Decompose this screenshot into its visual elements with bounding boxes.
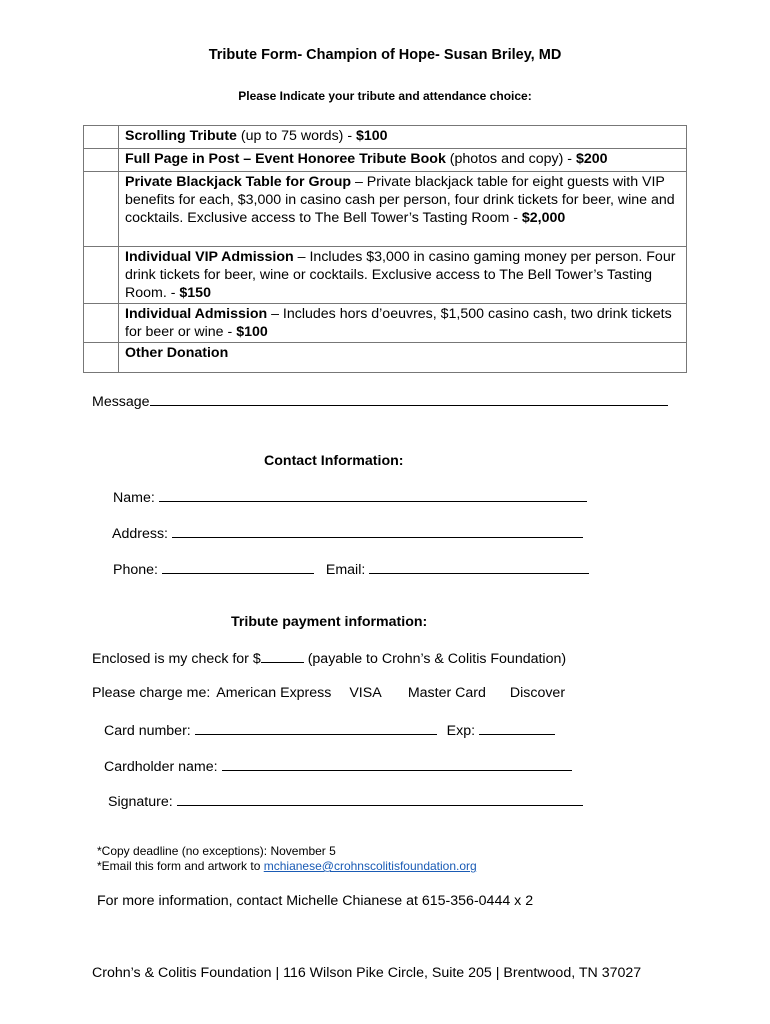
address-field bbox=[112, 524, 583, 542]
card-option-amex[interactable]: American Express bbox=[216, 685, 332, 701]
email-instruction bbox=[97, 859, 477, 873]
address-label: Address: bbox=[112, 526, 168, 542]
form-title: Tribute Form- Champion of Hope- Susan Briley, MD bbox=[208, 47, 562, 63]
option-price: $2,000 bbox=[521, 210, 566, 226]
option-row bbox=[84, 172, 687, 247]
contact-heading: Contact Information: bbox=[264, 453, 404, 469]
email-label: Email: bbox=[325, 562, 366, 578]
charge-options bbox=[92, 685, 565, 701]
option-checkbox-individual-admission[interactable] bbox=[84, 304, 119, 343]
check-suffix: (payable to Crohn’s & Colitis Foundation) bbox=[303, 651, 567, 667]
option-detail: – Includes hors d’oeuvres, $1,500 casino cash, two drink tickets for beer or wine - bbox=[125, 306, 672, 340]
signature-label: Signature: bbox=[108, 794, 173, 810]
option-description bbox=[119, 126, 687, 149]
name-input[interactable] bbox=[159, 488, 587, 502]
option-price: $100 bbox=[356, 128, 388, 144]
name-label: Name: bbox=[113, 490, 155, 506]
cardholder-input[interactable] bbox=[222, 757, 572, 771]
option-checkbox-full-page[interactable] bbox=[84, 149, 119, 172]
option-detail: – Includes $3,000 in casino gaming money per person. Four drink tickets for beer, wine or cocktails. Exclusive access to The Bell Tower’s Tasting Room. - bbox=[125, 249, 676, 301]
option-description bbox=[119, 343, 687, 373]
option-checkbox-other-donation[interactable] bbox=[84, 343, 119, 373]
card-option-discover[interactable]: Discover bbox=[509, 685, 566, 701]
option-row bbox=[84, 304, 687, 343]
exp-label: Exp: bbox=[446, 723, 476, 739]
option-row bbox=[84, 149, 687, 172]
check-field bbox=[92, 649, 566, 667]
option-name: Individual Admission bbox=[125, 306, 268, 322]
card-option-mastercard[interactable]: Master Card bbox=[407, 685, 486, 701]
option-name: Private Blackjack Table for Group bbox=[125, 174, 352, 190]
tribute-options-table bbox=[83, 125, 687, 373]
phone-input[interactable] bbox=[162, 560, 314, 574]
option-row bbox=[84, 126, 687, 149]
signature-input[interactable] bbox=[177, 792, 583, 806]
card-number-input[interactable] bbox=[195, 721, 437, 735]
option-detail: (up to 75 words) - bbox=[236, 128, 357, 144]
option-price: $150 bbox=[179, 285, 211, 301]
cardholder-field bbox=[104, 757, 572, 775]
option-row bbox=[84, 343, 687, 373]
option-name: Individual VIP Admission bbox=[125, 249, 294, 265]
footer-address: Crohn’s & Colitis Foundation | 116 Wilson Pike Circle, Suite 205 | Brentwood, TN 37027 bbox=[92, 965, 642, 981]
payment-heading: Tribute payment information: bbox=[231, 614, 428, 630]
card-number-field bbox=[104, 721, 555, 739]
option-description bbox=[119, 247, 687, 304]
exp-input[interactable] bbox=[479, 721, 555, 735]
option-name: Other Donation bbox=[125, 345, 229, 361]
option-price: $200 bbox=[575, 151, 608, 167]
option-row bbox=[84, 247, 687, 304]
message-input[interactable] bbox=[150, 392, 668, 406]
charge-label: Please charge me: bbox=[92, 685, 211, 701]
option-checkbox-private-blackjack[interactable] bbox=[84, 172, 119, 247]
card-number-label: Card number: bbox=[104, 723, 191, 739]
option-checkbox-scrolling-tribute[interactable] bbox=[84, 126, 119, 149]
email-instruction-text: *Email this form and artwork to bbox=[97, 859, 264, 873]
signature-field bbox=[108, 792, 583, 810]
card-option-visa[interactable]: VISA bbox=[349, 685, 381, 701]
email-link[interactable]: mchianese@crohnscolitisfoundation.org bbox=[263, 859, 477, 873]
message-field bbox=[92, 392, 668, 410]
address-input[interactable] bbox=[172, 524, 583, 538]
option-checkbox-vip-admission[interactable] bbox=[84, 247, 119, 304]
email-input[interactable] bbox=[369, 560, 589, 574]
copy-deadline-note: *Copy deadline (no exceptions): November 5 bbox=[97, 844, 336, 858]
check-prefix: Enclosed is my check for $ bbox=[92, 651, 261, 667]
phone-email-field bbox=[113, 560, 589, 578]
option-description bbox=[119, 304, 687, 343]
cardholder-label: Cardholder name: bbox=[104, 759, 218, 775]
option-name: Full Page in Post – Event Honoree Tribute Book bbox=[125, 151, 446, 167]
option-description bbox=[119, 172, 687, 247]
name-field bbox=[113, 488, 587, 506]
phone-label: Phone: bbox=[113, 562, 158, 578]
option-detail: – Private blackjack table for eight guests with VIP benefits for each, $3,000 in casino cash per person, four drink tickets for beer, wine and cocktails. Exclusive access to The Bell Tower’s Tasting Room - bbox=[125, 174, 675, 226]
message-label: Message bbox=[92, 394, 150, 410]
contact-info-note: For more information, contact Michelle Chianese at 615-356-0444 x 2 bbox=[97, 893, 534, 909]
option-price: $100 bbox=[236, 324, 268, 340]
option-name: Scrolling Tribute bbox=[125, 128, 237, 144]
form-subtitle: Please Indicate your tribute and attendance choice: bbox=[238, 89, 532, 103]
check-amount-input[interactable] bbox=[261, 649, 304, 663]
option-detail: (photos and copy) - bbox=[445, 151, 576, 167]
option-description bbox=[119, 149, 687, 172]
